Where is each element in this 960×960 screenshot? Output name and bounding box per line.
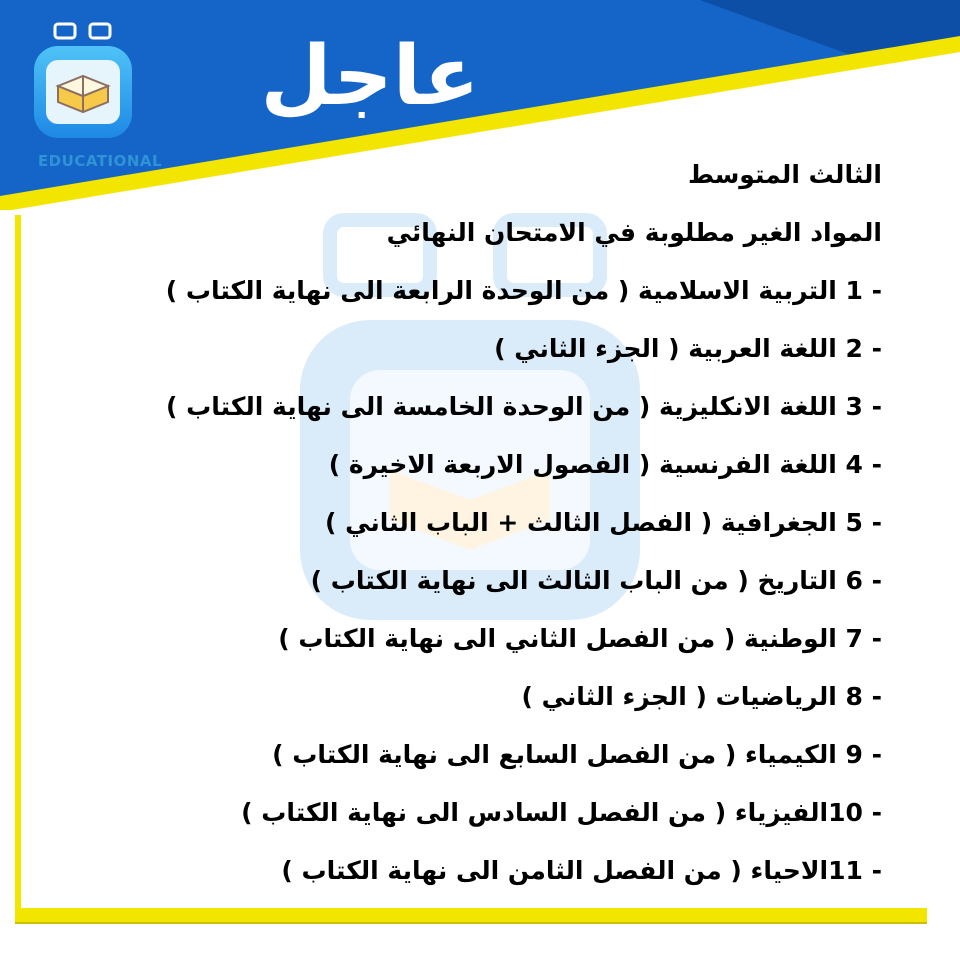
item-number: 9 - <box>845 740 882 769</box>
list-item <box>92 668 882 726</box>
window-squares-icon <box>55 24 110 38</box>
item-number: 10 - <box>828 798 882 827</box>
urgent-headline: عاجل <box>260 29 480 124</box>
item-text: الجغرافية ( الفصل الثالث + الباب الثاني ) <box>324 508 846 537</box>
list-item <box>92 784 882 842</box>
item-text: اللغة الفرنسية ( الفصول الاربعة الاخيرة ) <box>328 450 846 479</box>
item-text: الاحياء ( من الفصل الثامن الى نهاية الكتاب ) <box>281 856 829 885</box>
item-number: 6 - <box>845 566 882 595</box>
item-text: اللغة العربية ( الجزء الثاني ) <box>494 334 846 363</box>
announcement-body <box>92 146 882 900</box>
list-item <box>92 378 882 436</box>
list-item <box>92 842 882 900</box>
item-number: 3 - <box>845 392 882 421</box>
item-number: 5 - <box>845 508 882 537</box>
list-item <box>92 610 882 668</box>
item-number: 11 - <box>828 856 882 885</box>
list-item <box>92 726 882 784</box>
item-number: 1 - <box>845 276 882 305</box>
item-text: التاريخ ( من الباب الثالث الى نهاية الكتاب ) <box>310 566 846 595</box>
item-text: الرياضيات ( الجزء الثاني ) <box>521 682 846 711</box>
left-accent-rail <box>15 215 21 915</box>
list-item <box>92 320 882 378</box>
list-item <box>92 436 882 494</box>
list-item <box>92 262 882 320</box>
item-text: اللغة الانكليزية ( من الوحدة الخامسة الى نهاية الكتاب ) <box>166 392 846 421</box>
item-text: الكيمياء ( من الفصل السابع الى نهاية الكتاب ) <box>272 740 846 769</box>
item-text: التربية الاسلامية ( من الوحدة الرابعة الى نهاية الكتاب ) <box>165 276 846 305</box>
list-item <box>92 552 882 610</box>
item-number: 2 - <box>845 334 882 363</box>
bottom-accent-shadow <box>15 922 927 924</box>
item-text: الفيزياء ( من الفصل السادس الى نهاية الكتاب ) <box>241 798 829 827</box>
subjects-list <box>92 262 882 900</box>
subtitle: المواد الغير مطلوبة في الامتحان النهائي <box>386 218 882 247</box>
item-number: 8 - <box>845 682 882 711</box>
grade-title: الثالث المتوسط <box>687 160 882 189</box>
item-number: 7 - <box>845 624 882 653</box>
item-text: الوطنية ( من الفصل الثاني الى نهاية الكتاب ) <box>278 624 846 653</box>
educational-logo <box>20 16 163 170</box>
item-number: 4 - <box>845 450 882 479</box>
list-item <box>92 494 882 552</box>
bottom-accent-rail <box>15 908 927 922</box>
book-logo-icon <box>20 16 160 156</box>
logo-wordmark: EDUCATIONAL <box>37 152 163 170</box>
